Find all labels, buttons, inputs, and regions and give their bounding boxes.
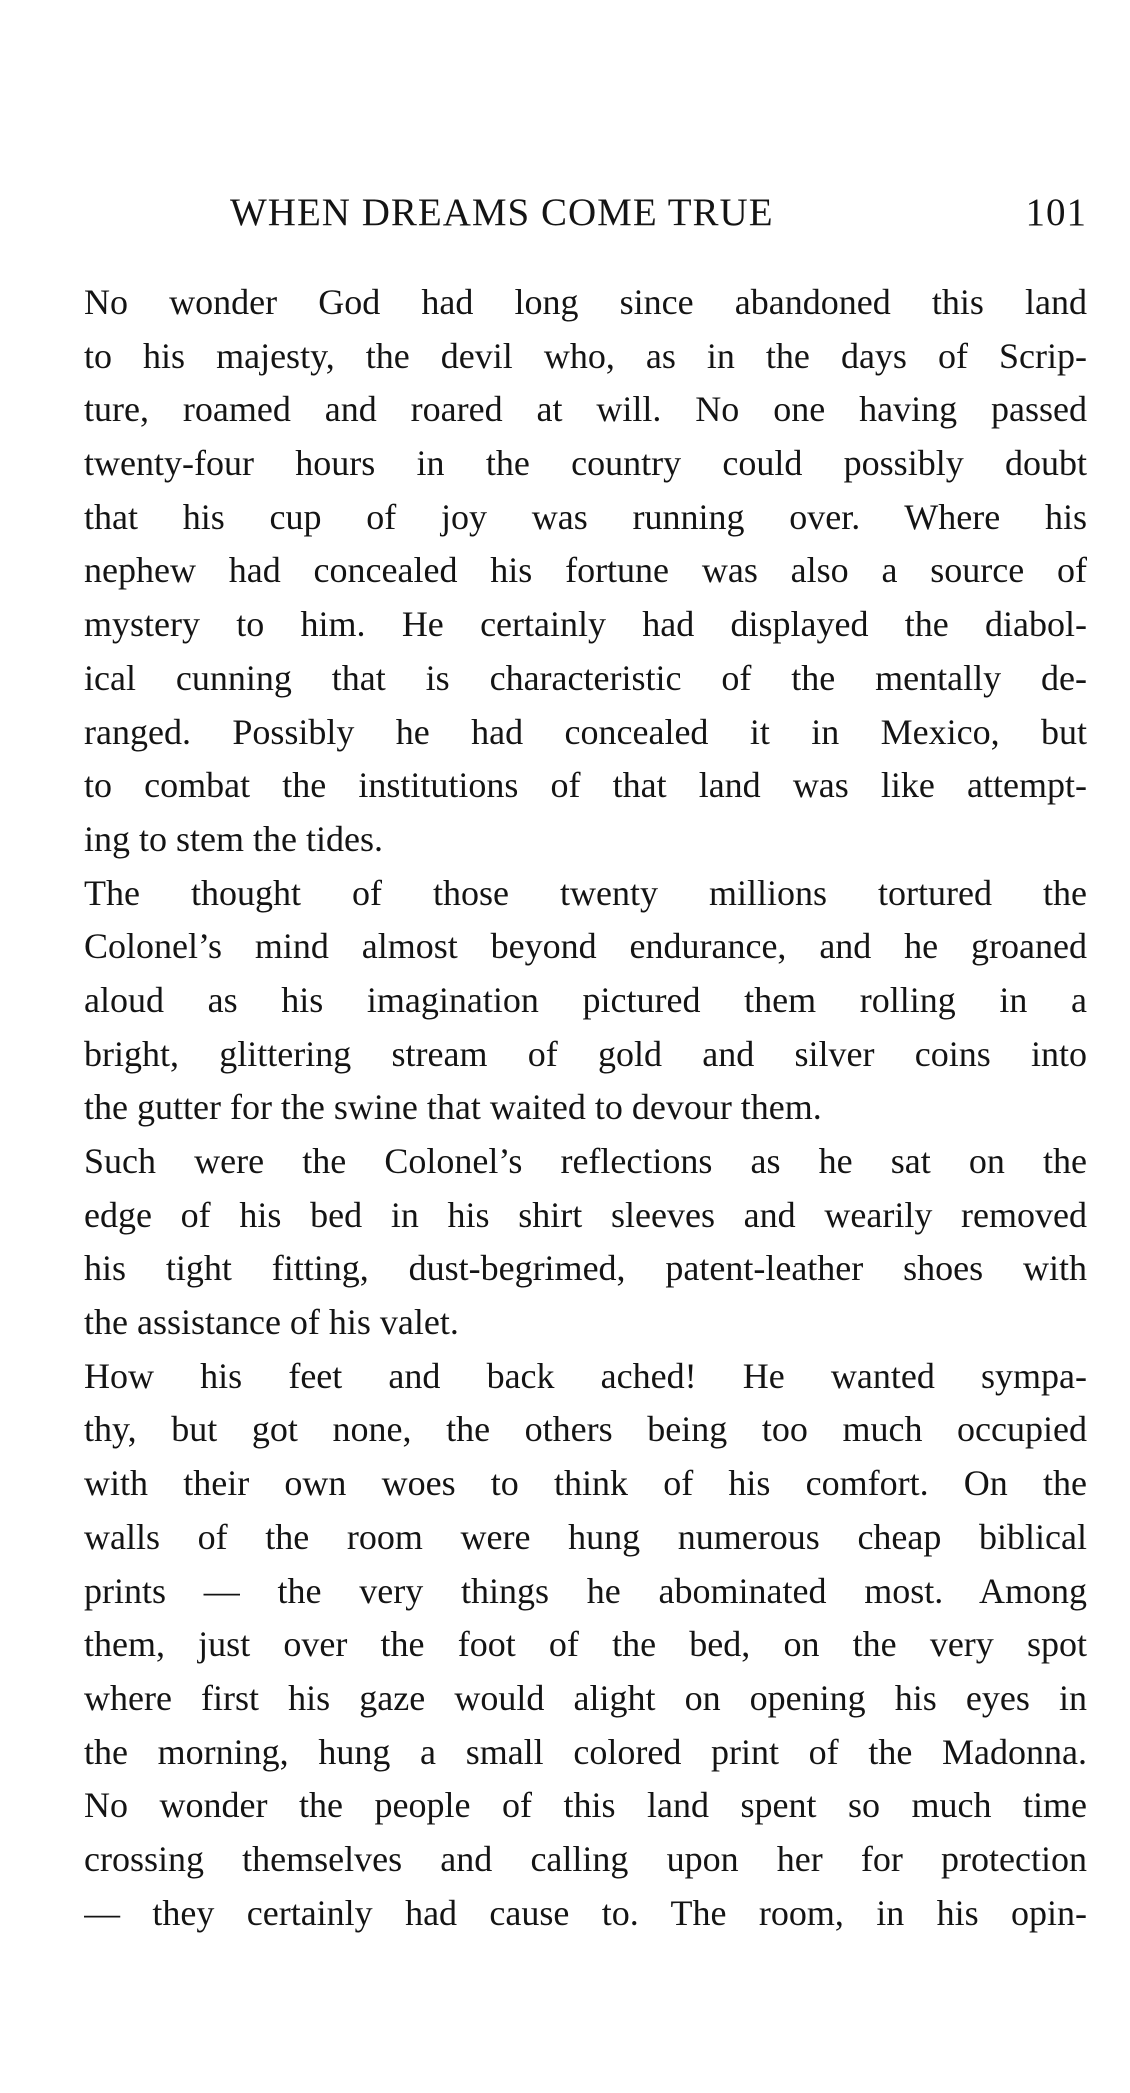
text-line: Such were the Colonel’s reflections as he sat on the: [84, 1141, 1087, 1181]
text-line: that his cup of joy was running over. Where his: [84, 496, 1087, 537]
text-line: edge of his bed in his shirt sleeves and wearily removed: [84, 1194, 1087, 1235]
paragraph: [84, 276, 1087, 867]
body-text: [84, 276, 1087, 1940]
text-line: his tight fitting, dust-begrimed, patent-leather shoes with: [84, 1248, 1087, 1289]
text-line: Colonel’s mind almost beyond endurance, and he groaned: [84, 926, 1087, 967]
running-head: [84, 190, 1087, 240]
text-line: The thought of those twenty millions tortured the: [84, 872, 1087, 913]
text-line: them, just over the foot of the bed, on the very spot: [84, 1624, 1087, 1665]
text-line: ical cunning that is characteristic of the mentally de-: [84, 657, 1087, 698]
paragraph: [84, 1135, 1087, 1350]
text-line: mystery to him. He certainly had displayed the diabol-: [84, 604, 1087, 645]
text-line: — they certainly had cause to. The room, in his opin-: [84, 1892, 1087, 1933]
text-line: to his majesty, the devil who, as in the days of Scrip-: [84, 335, 1087, 376]
text-line: ranged. Possibly he had concealed it in Mexico, but: [84, 711, 1087, 752]
text-line: How his feet and back ached! He wanted sympa-: [84, 1355, 1087, 1396]
text-line: aloud as his imagination pictured them rolling in a: [84, 979, 1087, 1020]
text-line: the gutter for the swine that waited to devour them.: [84, 1087, 822, 1128]
text-line: ture, roamed and roared at will. No one having passed: [84, 389, 1087, 430]
text-line: prints — the very things he abominated most. Among: [84, 1570, 1087, 1611]
text-line: crossing themselves and calling upon her for protection: [84, 1838, 1087, 1879]
text-line: the morning, hung a small colored print of the Madonna.: [84, 1731, 1087, 1772]
text-line: where first his gaze would alight on opening his eyes in: [84, 1677, 1087, 1718]
running-title: WHEN DREAMS COME TRUE: [230, 191, 774, 234]
text-line: nephew had concealed his fortune was also a source of: [84, 550, 1087, 591]
paragraph: [84, 1350, 1087, 1941]
text-line: thy, but got none, the others being too much occupied: [84, 1409, 1087, 1450]
page-number: 101: [1025, 191, 1087, 234]
text-line: ing to stem the tides.: [84, 818, 383, 859]
text-line: with their own woes to think of his comfort. On the: [84, 1463, 1087, 1504]
text-line: walls of the room were hung numerous cheap biblical: [84, 1516, 1087, 1557]
text-line: twenty-four hours in the country could possibly doubt: [84, 443, 1087, 484]
text-line: No wonder God had long since abandoned this land: [84, 282, 1087, 322]
text-line: the assistance of his valet.: [84, 1302, 459, 1343]
text-line: No wonder the people of this land spent so much time: [84, 1785, 1087, 1826]
text-line: bright, glittering stream of gold and silver coins into: [84, 1033, 1087, 1074]
paragraph: [84, 867, 1087, 1135]
text-line: to combat the institutions of that land was like attempt-: [84, 765, 1087, 806]
